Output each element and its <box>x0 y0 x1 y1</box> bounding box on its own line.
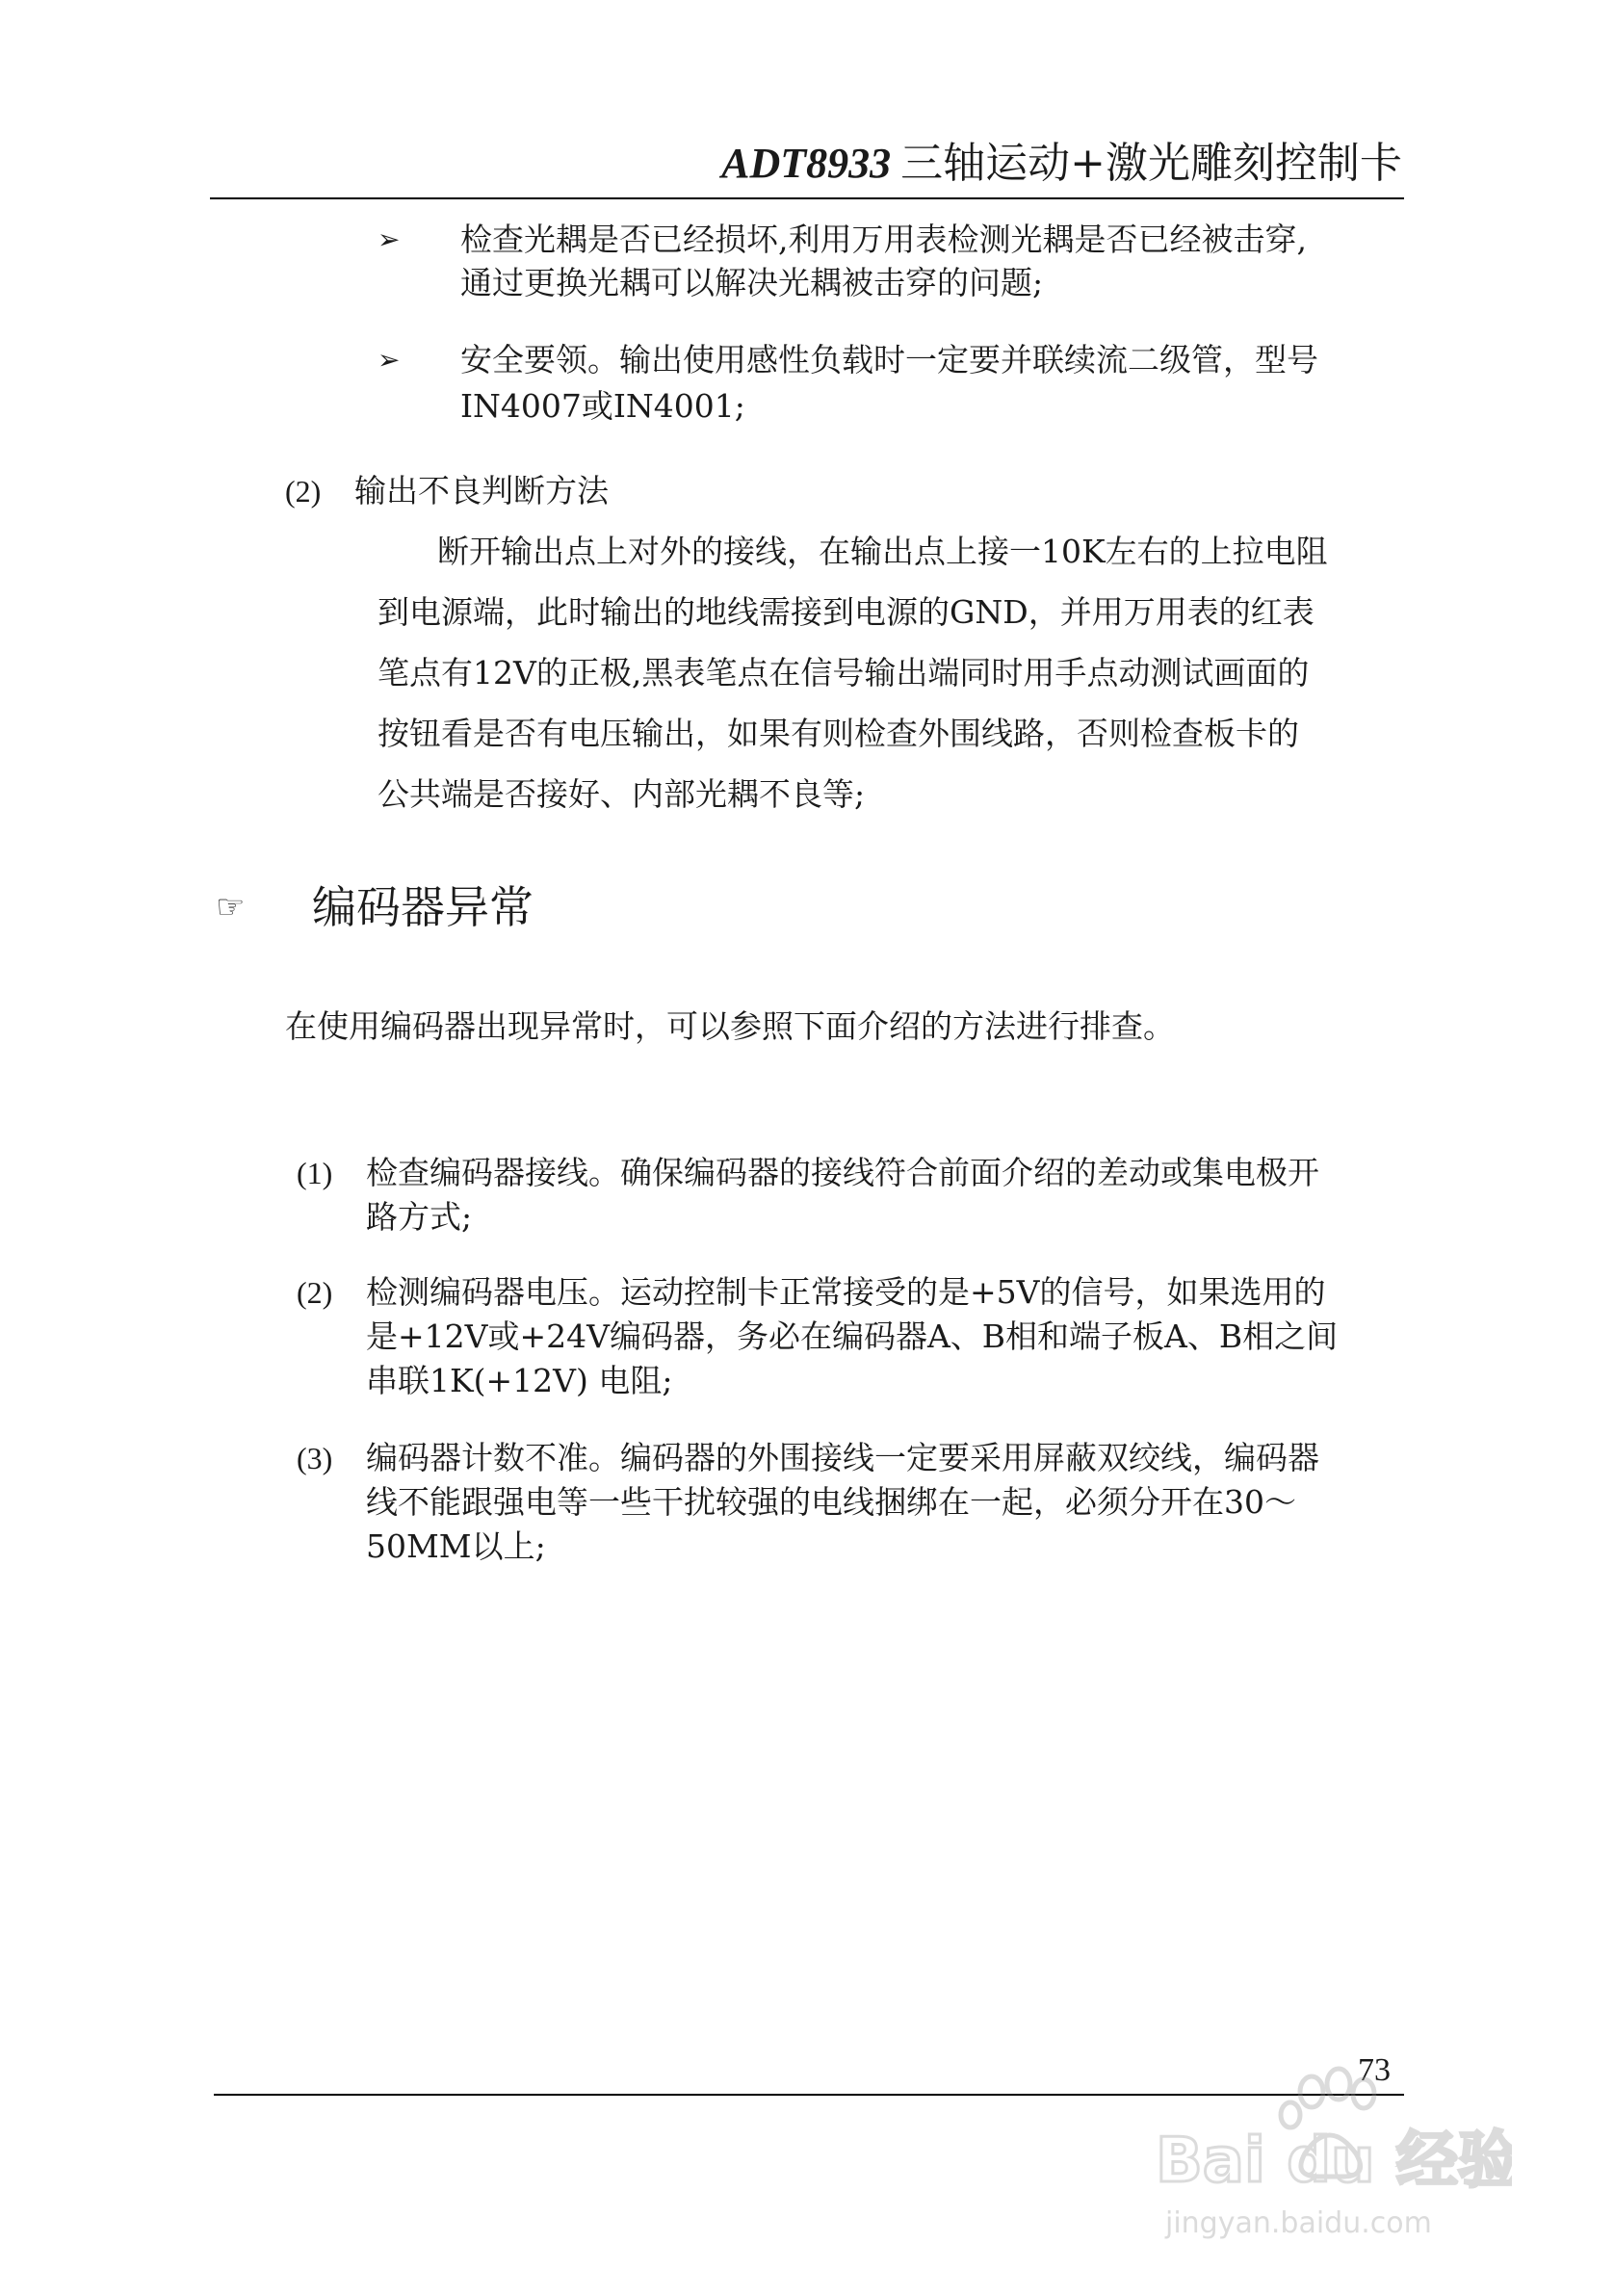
encoder-item-3-line: 线不能跟强电等一些干扰较强的电线捆绑在一起，必须分开在30～ <box>366 1483 1296 1521</box>
output-paragraph-line: 笔点有12V的正极,黑表笔点在信号输出端同时用手点动测试画面的 <box>377 654 1310 691</box>
baidu-jingyan-watermark <box>1146 2061 1512 2244</box>
bullet-2-line-2: IN4007或IN4001; <box>460 387 745 425</box>
watermark-url: jingyan.baidu.com <box>1165 2206 1432 2240</box>
encoder-item-2-line: 是+12V或+24V编码器，务必在编码器A、B相和端子板A、B相之间 <box>366 1318 1339 1355</box>
pointing-hand-icon: ☞ <box>216 888 246 926</box>
encoder-item-3-line: 编码器计数不准。编码器的外围接线一定要采用屏蔽双绞线，编码器 <box>366 1439 1319 1476</box>
output-section-number: (2) <box>285 474 322 509</box>
bullet-1-line-1: 检查光耦是否已经损坏,利用万用表检测光耦是否已经被击穿, <box>460 221 1307 258</box>
output-paragraph-line: 按钮看是否有电压输出，如果有则检查外围线路，否则检查板卡的 <box>377 715 1299 752</box>
encoder-item-2-line: 串联1K(+12V) 电阻; <box>366 1362 673 1399</box>
encoder-item-1-line: 检查编码器接线。确保编码器的接线符合前面介绍的差动或集电极开 <box>366 1154 1319 1191</box>
bullet-2-line-1: 安全要领。输出使用感性负载时一定要并联续流二级管，型号 <box>460 341 1318 378</box>
encoder-item-number: (3) <box>297 1441 333 1475</box>
baidu-paw-logo-icon <box>1146 2061 1512 2244</box>
encoder-item-3-line: 50MM以上; <box>366 1527 546 1565</box>
bullet-1-line-2: 通过更换光耦可以解决光耦被击穿的问题; <box>460 264 1044 301</box>
output-paragraph-line: 断开输出点上对外的接线，在输出点上接一10K左右的上拉电阻 <box>437 533 1328 570</box>
bullet-arrow-icon: ➢ <box>377 344 401 376</box>
page-number: 73 <box>1358 2052 1391 2088</box>
output-paragraph-line: 到电源端，此时输出的地线需接到电源的GND，并用万用表的红表 <box>377 593 1315 631</box>
encoder-item-number: (2) <box>297 1275 333 1310</box>
encoder-item-2-line: 检测编码器电压。运动控制卡正常接受的是+5V的信号，如果选用的 <box>366 1273 1326 1311</box>
output-section-title: 输出不良判断方法 <box>354 472 609 509</box>
header-title-text: 三轴运动+激光雕刻控制卡 <box>900 139 1402 188</box>
encoder-item-1-line: 路方式; <box>366 1198 473 1236</box>
header-model: ADT8933 <box>721 140 892 187</box>
bullet-arrow-icon: ➢ <box>377 223 401 255</box>
encoder-item-number: (1) <box>297 1156 333 1190</box>
section-title: 编码器异常 <box>312 881 534 933</box>
watermark-logo-text: Bai du 经验 <box>1156 2126 1512 2197</box>
page-header-title <box>721 137 1402 191</box>
output-paragraph-line: 公共端是否接好、内部光耦不良等; <box>377 775 866 813</box>
header-rule <box>210 197 1404 199</box>
encoder-intro: 在使用编码器出现异常时，可以参照下面介绍的方法进行排查。 <box>285 1007 1175 1045</box>
